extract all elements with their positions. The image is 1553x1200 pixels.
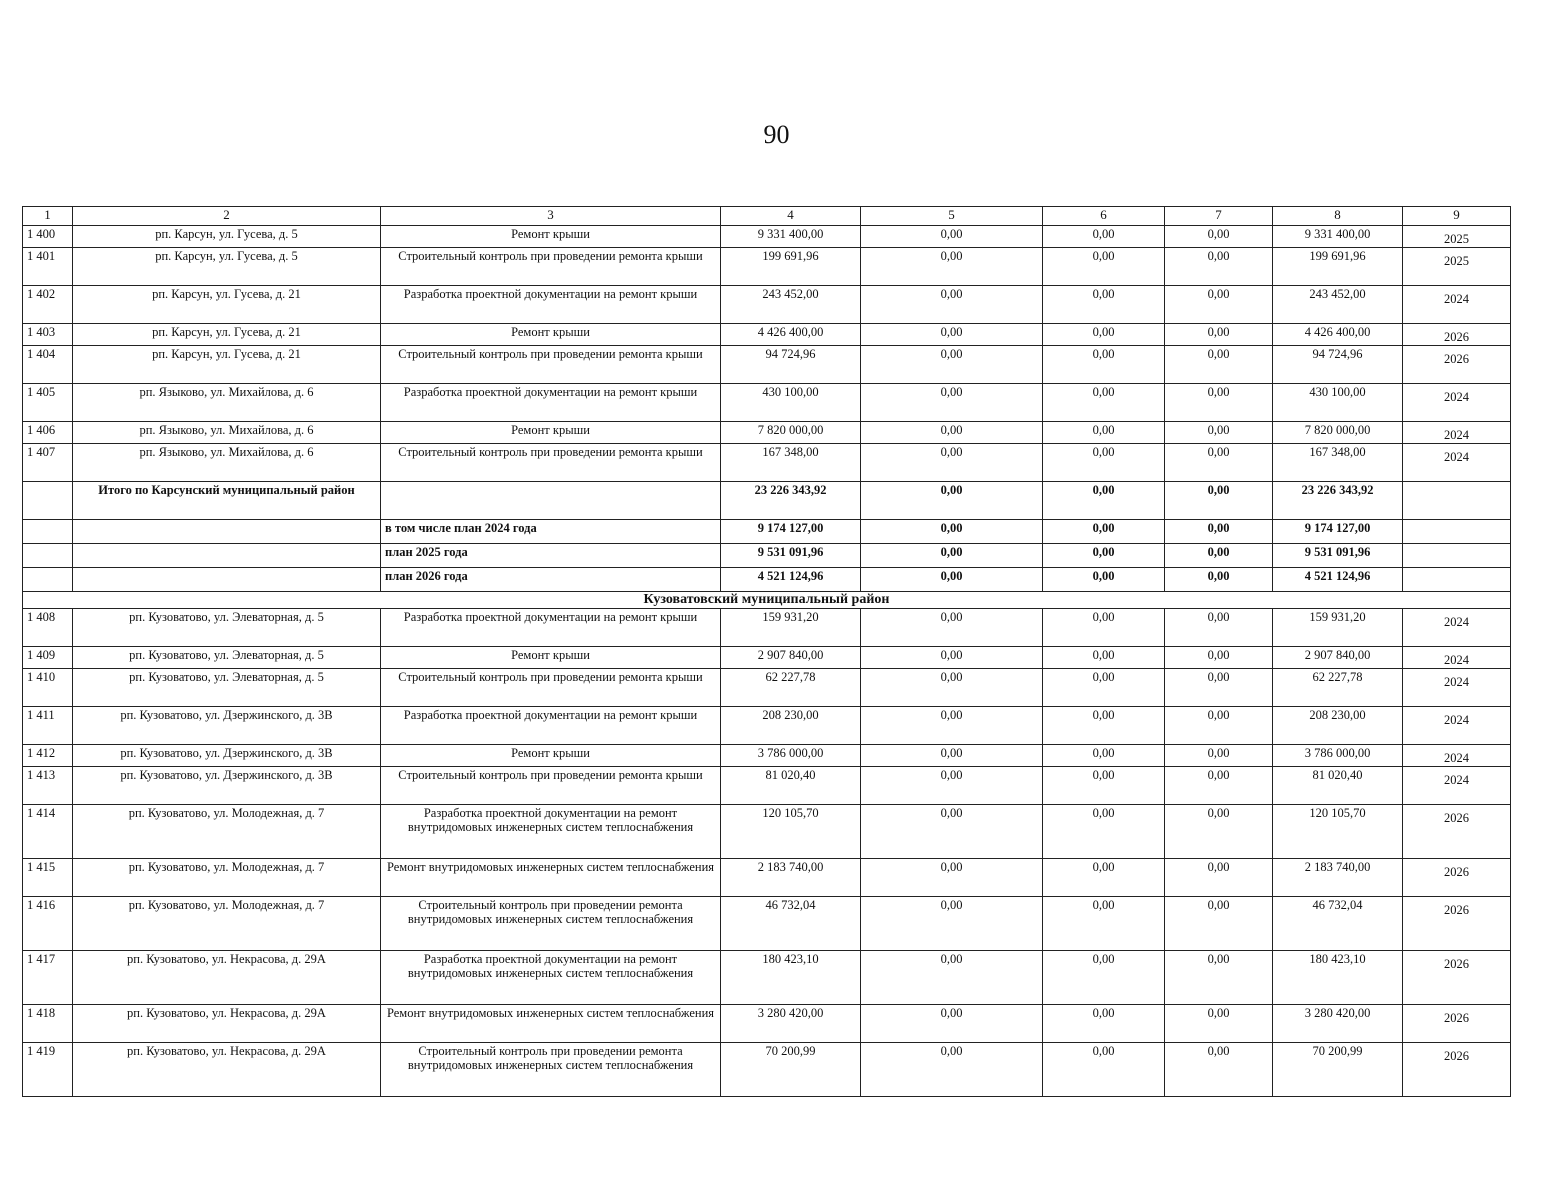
amount-col6: 0,00 bbox=[1043, 384, 1165, 422]
work-type-cell: Разработка проектной документации на ремонт внутридомовых инженерных систем теплоснабжения bbox=[381, 805, 721, 859]
empty-cell bbox=[23, 568, 73, 592]
plan-col4: 9 174 127,00 bbox=[721, 520, 861, 544]
amount-col4: 2 183 740,00 bbox=[721, 859, 861, 897]
table-row bbox=[23, 422, 1511, 444]
amount-col7: 0,00 bbox=[1165, 609, 1273, 647]
amount-col8: 4 426 400,00 bbox=[1273, 324, 1403, 346]
amount-col5: 0,00 bbox=[861, 422, 1043, 444]
amount-col4: 3 786 000,00 bbox=[721, 745, 861, 767]
year-cell: 2024 bbox=[1403, 767, 1511, 805]
column-header: 3 bbox=[381, 207, 721, 226]
amount-col6: 0,00 bbox=[1043, 745, 1165, 767]
empty-cell bbox=[23, 544, 73, 568]
section-header-row bbox=[23, 592, 1511, 609]
row-number: 1 411 bbox=[23, 707, 73, 745]
amount-col7: 0,00 bbox=[1165, 1005, 1273, 1043]
year-cell: 2024 bbox=[1403, 444, 1511, 482]
total-col5: 0,00 bbox=[861, 482, 1043, 520]
amount-col5: 0,00 bbox=[861, 745, 1043, 767]
row-number: 1 403 bbox=[23, 324, 73, 346]
row-number: 1 409 bbox=[23, 647, 73, 669]
table-row bbox=[23, 384, 1511, 422]
year-cell: 2024 bbox=[1403, 384, 1511, 422]
amount-col4: 243 452,00 bbox=[721, 286, 861, 324]
amount-col8: 430 100,00 bbox=[1273, 384, 1403, 422]
year-cell: 2024 bbox=[1403, 745, 1511, 767]
amount-col5: 0,00 bbox=[861, 226, 1043, 248]
address-cell: рп. Кузоватово, ул. Некрасова, д. 29А bbox=[73, 1043, 381, 1097]
amount-col5: 0,00 bbox=[861, 248, 1043, 286]
column-header: 1 bbox=[23, 207, 73, 226]
work-type-cell: Строительный контроль при проведении ремонта внутридомовых инженерных систем теплоснабжения bbox=[381, 1043, 721, 1097]
table-container bbox=[22, 206, 1510, 1097]
work-type-cell: Ремонт крыши bbox=[381, 324, 721, 346]
plan-col6: 0,00 bbox=[1043, 568, 1165, 592]
plan-row bbox=[23, 520, 1511, 544]
amount-col6: 0,00 bbox=[1043, 324, 1165, 346]
amount-col7: 0,00 bbox=[1165, 767, 1273, 805]
amount-col4: 70 200,99 bbox=[721, 1043, 861, 1097]
address-cell: рп. Кузоватово, ул. Элеваторная, д. 5 bbox=[73, 647, 381, 669]
amount-col6: 0,00 bbox=[1043, 669, 1165, 707]
column-header: 4 bbox=[721, 207, 861, 226]
row-number: 1 406 bbox=[23, 422, 73, 444]
amount-col5: 0,00 bbox=[861, 609, 1043, 647]
column-header: 5 bbox=[861, 207, 1043, 226]
amount-col4: 180 423,10 bbox=[721, 951, 861, 1005]
work-type-cell: Ремонт крыши bbox=[381, 226, 721, 248]
row-number: 1 404 bbox=[23, 346, 73, 384]
column-header: 8 bbox=[1273, 207, 1403, 226]
plan-col6: 0,00 bbox=[1043, 544, 1165, 568]
row-number: 1 405 bbox=[23, 384, 73, 422]
total-col7: 0,00 bbox=[1165, 482, 1273, 520]
work-type-cell: Строительный контроль при проведении ремонта крыши bbox=[381, 346, 721, 384]
work-type-cell: Ремонт внутридомовых инженерных систем теплоснабжения bbox=[381, 859, 721, 897]
amount-col5: 0,00 bbox=[861, 767, 1043, 805]
amount-col7: 0,00 bbox=[1165, 444, 1273, 482]
total-row bbox=[23, 482, 1511, 520]
amount-col7: 0,00 bbox=[1165, 647, 1273, 669]
column-header: 9 bbox=[1403, 207, 1511, 226]
amount-col6: 0,00 bbox=[1043, 609, 1165, 647]
address-cell: рп. Карсун, ул. Гусева, д. 21 bbox=[73, 324, 381, 346]
amount-col4: 3 280 420,00 bbox=[721, 1005, 861, 1043]
table-body bbox=[23, 207, 1511, 1097]
empty-cell bbox=[73, 544, 381, 568]
row-number: 1 413 bbox=[23, 767, 73, 805]
empty-cell bbox=[1403, 520, 1511, 544]
amount-col7: 0,00 bbox=[1165, 286, 1273, 324]
empty-cell bbox=[73, 520, 381, 544]
works-table bbox=[22, 206, 1511, 1097]
address-cell: рп. Языково, ул. Михайлова, д. 6 bbox=[73, 422, 381, 444]
table-row bbox=[23, 324, 1511, 346]
amount-col8: 9 331 400,00 bbox=[1273, 226, 1403, 248]
year-cell: 2024 bbox=[1403, 669, 1511, 707]
table-row bbox=[23, 669, 1511, 707]
plan-col6: 0,00 bbox=[1043, 520, 1165, 544]
plan-row bbox=[23, 568, 1511, 592]
amount-col7: 0,00 bbox=[1165, 805, 1273, 859]
empty-cell bbox=[1403, 482, 1511, 520]
amount-col6: 0,00 bbox=[1043, 1043, 1165, 1097]
plan-col5: 0,00 bbox=[861, 568, 1043, 592]
column-header: 7 bbox=[1165, 207, 1273, 226]
plan-col7: 0,00 bbox=[1165, 520, 1273, 544]
year-cell: 2024 bbox=[1403, 286, 1511, 324]
year-cell: 2025 bbox=[1403, 248, 1511, 286]
year-cell: 2024 bbox=[1403, 609, 1511, 647]
amount-col5: 0,00 bbox=[861, 805, 1043, 859]
year-cell: 2025 bbox=[1403, 226, 1511, 248]
table-row bbox=[23, 248, 1511, 286]
amount-col8: 159 931,20 bbox=[1273, 609, 1403, 647]
amount-col4: 167 348,00 bbox=[721, 444, 861, 482]
amount-col7: 0,00 bbox=[1165, 226, 1273, 248]
amount-col4: 159 931,20 bbox=[721, 609, 861, 647]
work-type-cell: Строительный контроль при проведении ремонта крыши bbox=[381, 248, 721, 286]
amount-col7: 0,00 bbox=[1165, 346, 1273, 384]
amount-col4: 62 227,78 bbox=[721, 669, 861, 707]
work-type-cell: Разработка проектной документации на ремонт крыши bbox=[381, 707, 721, 745]
address-cell: рп. Кузоватово, ул. Элеваторная, д. 5 bbox=[73, 609, 381, 647]
amount-col7: 0,00 bbox=[1165, 897, 1273, 951]
amount-col5: 0,00 bbox=[861, 951, 1043, 1005]
amount-col5: 0,00 bbox=[861, 897, 1043, 951]
amount-col5: 0,00 bbox=[861, 324, 1043, 346]
address-cell: рп. Кузоватово, ул. Дзержинского, д. 3В bbox=[73, 767, 381, 805]
work-type-cell: Ремонт внутридомовых инженерных систем теплоснабжения bbox=[381, 1005, 721, 1043]
amount-col5: 0,00 bbox=[861, 669, 1043, 707]
plan-row bbox=[23, 544, 1511, 568]
table-row bbox=[23, 1005, 1511, 1043]
address-cell: рп. Языково, ул. Михайлова, д. 6 bbox=[73, 444, 381, 482]
address-cell: рп. Кузоватово, ул. Некрасова, д. 29А bbox=[73, 1005, 381, 1043]
amount-col8: 3 280 420,00 bbox=[1273, 1005, 1403, 1043]
work-type-cell: Ремонт крыши bbox=[381, 422, 721, 444]
plan-col5: 0,00 bbox=[861, 520, 1043, 544]
amount-col4: 46 732,04 bbox=[721, 897, 861, 951]
amount-col8: 2 183 740,00 bbox=[1273, 859, 1403, 897]
work-type-cell: Разработка проектной документации на ремонт крыши bbox=[381, 384, 721, 422]
amount-col8: 62 227,78 bbox=[1273, 669, 1403, 707]
table-row bbox=[23, 286, 1511, 324]
work-type-cell: Разработка проектной документации на ремонт крыши bbox=[381, 286, 721, 324]
address-cell: рп. Языково, ул. Михайлова, д. 6 bbox=[73, 384, 381, 422]
address-cell: рп. Кузоватово, ул. Элеваторная, д. 5 bbox=[73, 669, 381, 707]
amount-col5: 0,00 bbox=[861, 647, 1043, 669]
amount-col6: 0,00 bbox=[1043, 767, 1165, 805]
amount-col7: 0,00 bbox=[1165, 859, 1273, 897]
address-cell: рп. Карсун, ул. Гусева, д. 5 bbox=[73, 248, 381, 286]
empty-cell bbox=[73, 568, 381, 592]
amount-col7: 0,00 bbox=[1165, 1043, 1273, 1097]
amount-col8: 94 724,96 bbox=[1273, 346, 1403, 384]
work-type-cell: Разработка проектной документации на ремонт внутридомовых инженерных систем теплоснабжения bbox=[381, 951, 721, 1005]
work-type-cell: Строительный контроль при проведении ремонта крыши bbox=[381, 669, 721, 707]
address-cell: рп. Кузоватово, ул. Дзержинского, д. 3В bbox=[73, 707, 381, 745]
plan-col8: 9 531 091,96 bbox=[1273, 544, 1403, 568]
amount-col5: 0,00 bbox=[861, 384, 1043, 422]
amount-col6: 0,00 bbox=[1043, 897, 1165, 951]
plan-col8: 4 521 124,96 bbox=[1273, 568, 1403, 592]
empty-cell bbox=[1403, 544, 1511, 568]
amount-col6: 0,00 bbox=[1043, 346, 1165, 384]
row-number: 1 408 bbox=[23, 609, 73, 647]
address-cell: рп. Кузоватово, ул. Молодежная, д. 7 bbox=[73, 897, 381, 951]
row-number: 1 419 bbox=[23, 1043, 73, 1097]
row-number: 1 400 bbox=[23, 226, 73, 248]
work-type-cell: Ремонт крыши bbox=[381, 745, 721, 767]
address-cell: рп. Кузоватово, ул. Молодежная, д. 7 bbox=[73, 805, 381, 859]
amount-col7: 0,00 bbox=[1165, 745, 1273, 767]
amount-col8: 2 907 840,00 bbox=[1273, 647, 1403, 669]
plan-col4: 9 531 091,96 bbox=[721, 544, 861, 568]
amount-col8: 46 732,04 bbox=[1273, 897, 1403, 951]
empty-cell bbox=[23, 482, 73, 520]
row-number: 1 415 bbox=[23, 859, 73, 897]
year-cell: 2026 bbox=[1403, 346, 1511, 384]
address-cell: рп. Карсун, ул. Гусева, д. 21 bbox=[73, 286, 381, 324]
year-cell: 2026 bbox=[1403, 324, 1511, 346]
amount-col4: 81 020,40 bbox=[721, 767, 861, 805]
amount-col6: 0,00 bbox=[1043, 444, 1165, 482]
row-number: 1 410 bbox=[23, 669, 73, 707]
amount-col6: 0,00 bbox=[1043, 286, 1165, 324]
work-type-cell: Ремонт крыши bbox=[381, 647, 721, 669]
plan-col8: 9 174 127,00 bbox=[1273, 520, 1403, 544]
table-row bbox=[23, 767, 1511, 805]
table-row bbox=[23, 226, 1511, 248]
amount-col8: 120 105,70 bbox=[1273, 805, 1403, 859]
amount-col8: 70 200,99 bbox=[1273, 1043, 1403, 1097]
amount-col7: 0,00 bbox=[1165, 324, 1273, 346]
amount-col5: 0,00 bbox=[861, 346, 1043, 384]
amount-col4: 9 331 400,00 bbox=[721, 226, 861, 248]
amount-col4: 120 105,70 bbox=[721, 805, 861, 859]
amount-col8: 81 020,40 bbox=[1273, 767, 1403, 805]
amount-col6: 0,00 bbox=[1043, 248, 1165, 286]
amount-col6: 0,00 bbox=[1043, 1005, 1165, 1043]
amount-col4: 199 691,96 bbox=[721, 248, 861, 286]
amount-col4: 4 426 400,00 bbox=[721, 324, 861, 346]
amount-col4: 430 100,00 bbox=[721, 384, 861, 422]
year-cell: 2026 bbox=[1403, 859, 1511, 897]
year-cell: 2026 bbox=[1403, 805, 1511, 859]
work-type-cell: Строительный контроль при проведении ремонта внутридомовых инженерных систем теплоснабжения bbox=[381, 897, 721, 951]
table-row bbox=[23, 951, 1511, 1005]
amount-col8: 3 786 000,00 bbox=[1273, 745, 1403, 767]
amount-col7: 0,00 bbox=[1165, 248, 1273, 286]
section-title: Кузоватовский муниципальный район bbox=[23, 592, 1511, 609]
table-row bbox=[23, 444, 1511, 482]
total-label: Итого по Карсунский муниципальный район bbox=[73, 482, 381, 520]
plan-label: в том числе план 2024 года bbox=[381, 520, 721, 544]
amount-col7: 0,00 bbox=[1165, 669, 1273, 707]
table-row bbox=[23, 745, 1511, 767]
empty-cell bbox=[23, 520, 73, 544]
amount-col5: 0,00 bbox=[861, 859, 1043, 897]
table-row bbox=[23, 1043, 1511, 1097]
total-col4: 23 226 343,92 bbox=[721, 482, 861, 520]
amount-col6: 0,00 bbox=[1043, 805, 1165, 859]
amount-col8: 180 423,10 bbox=[1273, 951, 1403, 1005]
column-header: 2 bbox=[73, 207, 381, 226]
table-row bbox=[23, 647, 1511, 669]
plan-col7: 0,00 bbox=[1165, 544, 1273, 568]
amount-col7: 0,00 bbox=[1165, 422, 1273, 444]
plan-col7: 0,00 bbox=[1165, 568, 1273, 592]
table-row bbox=[23, 609, 1511, 647]
amount-col6: 0,00 bbox=[1043, 707, 1165, 745]
year-cell: 2026 bbox=[1403, 1005, 1511, 1043]
empty-cell bbox=[1403, 568, 1511, 592]
total-col6: 0,00 bbox=[1043, 482, 1165, 520]
amount-col8: 7 820 000,00 bbox=[1273, 422, 1403, 444]
row-number: 1 412 bbox=[23, 745, 73, 767]
amount-col4: 7 820 000,00 bbox=[721, 422, 861, 444]
table-row bbox=[23, 859, 1511, 897]
row-number: 1 417 bbox=[23, 951, 73, 1005]
amount-col5: 0,00 bbox=[861, 1005, 1043, 1043]
address-cell: рп. Карсун, ул. Гусева, д. 5 bbox=[73, 226, 381, 248]
address-cell: рп. Кузоватово, ул. Дзержинского, д. 3В bbox=[73, 745, 381, 767]
amount-col7: 0,00 bbox=[1165, 707, 1273, 745]
row-number: 1 402 bbox=[23, 286, 73, 324]
amount-col7: 0,00 bbox=[1165, 951, 1273, 1005]
amount-col6: 0,00 bbox=[1043, 859, 1165, 897]
work-type-cell: Строительный контроль при проведении ремонта крыши bbox=[381, 767, 721, 805]
row-number: 1 418 bbox=[23, 1005, 73, 1043]
amount-col4: 94 724,96 bbox=[721, 346, 861, 384]
year-cell: 2024 bbox=[1403, 422, 1511, 444]
amount-col8: 167 348,00 bbox=[1273, 444, 1403, 482]
row-number: 1 416 bbox=[23, 897, 73, 951]
table-row bbox=[23, 707, 1511, 745]
year-cell: 2026 bbox=[1403, 897, 1511, 951]
address-cell: рп. Карсун, ул. Гусева, д. 21 bbox=[73, 346, 381, 384]
year-cell: 2026 bbox=[1403, 951, 1511, 1005]
work-type-cell: Разработка проектной документации на ремонт крыши bbox=[381, 609, 721, 647]
amount-col6: 0,00 bbox=[1043, 951, 1165, 1005]
plan-col4: 4 521 124,96 bbox=[721, 568, 861, 592]
address-cell: рп. Кузоватово, ул. Молодежная, д. 7 bbox=[73, 859, 381, 897]
amount-col8: 208 230,00 bbox=[1273, 707, 1403, 745]
amount-col6: 0,00 bbox=[1043, 422, 1165, 444]
row-number: 1 401 bbox=[23, 248, 73, 286]
table-row bbox=[23, 346, 1511, 384]
year-cell: 2024 bbox=[1403, 707, 1511, 745]
amount-col5: 0,00 bbox=[861, 286, 1043, 324]
work-type-cell: Строительный контроль при проведении ремонта крыши bbox=[381, 444, 721, 482]
amount-col7: 0,00 bbox=[1165, 384, 1273, 422]
amount-col8: 199 691,96 bbox=[1273, 248, 1403, 286]
plan-label: план 2025 года bbox=[381, 544, 721, 568]
address-cell: рп. Кузоватово, ул. Некрасова, д. 29А bbox=[73, 951, 381, 1005]
amount-col5: 0,00 bbox=[861, 1043, 1043, 1097]
page-number: 90 bbox=[763, 120, 790, 149]
plan-label: план 2026 года bbox=[381, 568, 721, 592]
amount-col8: 243 452,00 bbox=[1273, 286, 1403, 324]
row-number: 1 407 bbox=[23, 444, 73, 482]
amount-col5: 0,00 bbox=[861, 707, 1043, 745]
header-row bbox=[23, 207, 1511, 226]
year-cell: 2024 bbox=[1403, 647, 1511, 669]
amount-col4: 2 907 840,00 bbox=[721, 647, 861, 669]
total-col8: 23 226 343,92 bbox=[1273, 482, 1403, 520]
amount-col4: 208 230,00 bbox=[721, 707, 861, 745]
table-row bbox=[23, 897, 1511, 951]
column-header: 6 bbox=[1043, 207, 1165, 226]
year-cell: 2026 bbox=[1403, 1043, 1511, 1097]
table-row bbox=[23, 805, 1511, 859]
plan-col5: 0,00 bbox=[861, 544, 1043, 568]
row-number: 1 414 bbox=[23, 805, 73, 859]
amount-col6: 0,00 bbox=[1043, 647, 1165, 669]
amount-col6: 0,00 bbox=[1043, 226, 1165, 248]
empty-cell bbox=[381, 482, 721, 520]
amount-col5: 0,00 bbox=[861, 444, 1043, 482]
